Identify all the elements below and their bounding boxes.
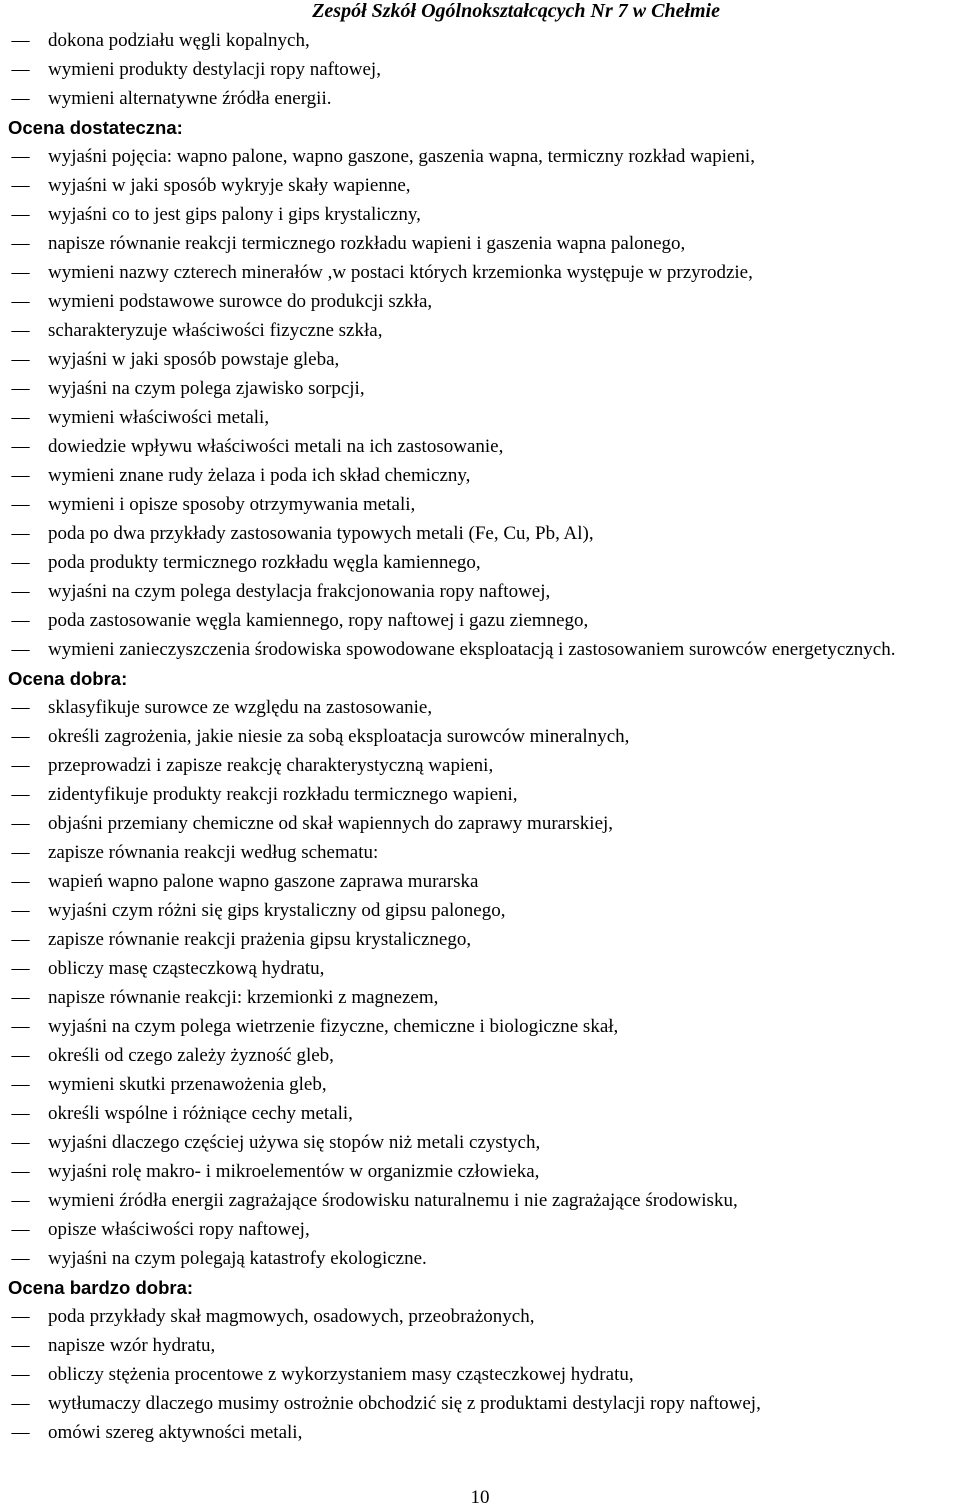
dash-bullet-icon xyxy=(8,606,32,635)
dash-bullet-icon xyxy=(8,1041,32,1070)
list-item-text: wyjaśni rolę makro- i mikroelementów w organizmie człowieka, xyxy=(48,1161,540,1182)
list-item xyxy=(8,229,953,258)
list-item-text: dokona podziału węgli kopalnych, xyxy=(48,30,310,51)
list-item xyxy=(8,1302,953,1331)
list-item-text: objaśni przemiany chemiczne od skał wapiennych do zaprawy murarskiej, xyxy=(48,813,614,834)
list-item xyxy=(8,1186,953,1215)
dash-bullet-icon xyxy=(8,693,32,722)
criteria-list xyxy=(8,142,953,664)
dash-bullet-icon xyxy=(8,1157,32,1186)
list-item-text: zapisze równania reakcji według schematu: xyxy=(48,842,379,863)
dash-bullet-icon xyxy=(8,1128,32,1157)
list-item xyxy=(8,1418,953,1447)
dash-bullet-icon xyxy=(8,1302,32,1331)
dash-bullet-icon xyxy=(8,258,32,287)
list-item xyxy=(8,693,953,722)
list-item xyxy=(8,751,953,780)
dash-bullet-icon xyxy=(8,983,32,1012)
list-item-text: wyjaśni na czym polega wietrzenie fizyczne, chemiczne i biologiczne skał, xyxy=(48,1016,619,1037)
dash-bullet-icon xyxy=(8,287,32,316)
dash-bullet-icon xyxy=(8,229,32,258)
list-item-text: napisze równanie reakcji termicznego rozkładu wapieni i gaszenia wapna palonego, xyxy=(48,233,686,254)
list-item xyxy=(8,867,953,896)
dash-bullet-icon xyxy=(8,1215,32,1244)
dash-bullet-icon xyxy=(8,490,32,519)
dash-bullet-icon xyxy=(8,954,32,983)
dash-bullet-icon xyxy=(8,316,32,345)
dash-bullet-icon xyxy=(8,374,32,403)
list-item-text: wyjaśni na czym polegają katastrofy ekologiczne. xyxy=(48,1248,427,1269)
dash-bullet-icon xyxy=(8,867,32,896)
list-item-text: napisze równanie reakcji: krzemionki z magnezem, xyxy=(48,987,439,1008)
list-item xyxy=(8,403,953,432)
list-item xyxy=(8,1041,953,1070)
dash-bullet-icon xyxy=(8,838,32,867)
dash-bullet-icon xyxy=(8,1360,32,1389)
dash-bullet-icon xyxy=(8,577,32,606)
list-item-text: obliczy stężenia procentowe z wykorzystaniem masy cząsteczkowej hydratu, xyxy=(48,1364,634,1385)
dash-bullet-icon xyxy=(8,171,32,200)
dash-bullet-icon xyxy=(8,925,32,954)
dash-bullet-icon xyxy=(8,722,32,751)
list-item-text: wytłumaczy dlaczego musimy ostrożnie obchodzić się z produktami destylacji ropy naftowej, xyxy=(48,1393,761,1414)
list-item-text: wymieni podstawowe surowce do produkcji szkła, xyxy=(48,291,433,312)
list-item-text: wymieni znane rudy żelaza i poda ich skład chemiczny, xyxy=(48,465,471,486)
dash-bullet-icon xyxy=(8,635,32,664)
document-body xyxy=(8,26,953,1447)
list-item xyxy=(8,780,953,809)
criteria-list xyxy=(8,693,953,1273)
list-item xyxy=(8,461,953,490)
list-item-text: wymieni właściwości metali, xyxy=(48,407,270,428)
list-item-text: wymieni produkty destylacji ropy naftowej, xyxy=(48,59,381,80)
list-item xyxy=(8,142,953,171)
dash-bullet-icon xyxy=(8,1012,32,1041)
criteria-list xyxy=(8,1302,953,1447)
dash-bullet-icon xyxy=(8,780,32,809)
list-item xyxy=(8,1128,953,1157)
list-item xyxy=(8,548,953,577)
list-item-text: poda produkty termicznego rozkładu węgla kamiennego, xyxy=(48,552,481,573)
section-heading: Ocena bardzo dobra: xyxy=(8,1277,194,1298)
criteria-section xyxy=(8,664,953,1273)
list-item-text: wymieni zanieczyszczenia środowiska spowodowane eksploatacją i zastosowaniem surowców energetycznych. xyxy=(48,639,896,660)
criteria-section xyxy=(8,26,953,113)
dash-bullet-icon xyxy=(8,200,32,229)
list-item-text: określi zagrożenia, jakie niesie za sobą eksploatacja surowców mineralnych, xyxy=(48,726,630,747)
dash-bullet-icon xyxy=(8,432,32,461)
dash-bullet-icon xyxy=(8,809,32,838)
list-item xyxy=(8,1244,953,1273)
list-item-text: wymieni nazwy czterech minerałów ,w postaci których krzemionka występuje w przyrodzie, xyxy=(48,262,753,283)
dash-bullet-icon xyxy=(8,345,32,374)
list-item-text: wyjaśni na czym polega zjawisko sorpcji, xyxy=(48,378,365,399)
list-item xyxy=(8,925,953,954)
list-item xyxy=(8,316,953,345)
list-item-text: poda zastosowanie węgla kamiennego, ropy naftowej i gazu ziemnego, xyxy=(48,610,589,631)
list-item-text: przeprowadzi i zapisze reakcję charakterystyczną wapieni, xyxy=(48,755,494,776)
list-item xyxy=(8,287,953,316)
list-item xyxy=(8,1215,953,1244)
page-header-title: Zespół Szkół Ogólnokształcących Nr 7 w Chełmie xyxy=(312,0,720,22)
dash-bullet-icon xyxy=(8,142,32,171)
page-number: 10 xyxy=(470,1487,490,1508)
dash-bullet-icon xyxy=(8,1070,32,1099)
list-item xyxy=(8,490,953,519)
dash-bullet-icon xyxy=(8,1418,32,1447)
list-item xyxy=(8,606,953,635)
list-item xyxy=(8,200,953,229)
list-item xyxy=(8,1360,953,1389)
list-item-text: opisze właściwości ropy naftowej, xyxy=(48,1219,310,1240)
list-item-text: wyjaśni w jaki sposób powstaje gleba, xyxy=(48,349,340,370)
list-item-text: scharakteryzuje właściwości fizyczne szkła, xyxy=(48,320,383,341)
list-item-text: sklasyfikuje surowce ze względu na zastosowanie, xyxy=(48,697,433,718)
list-item-text: określi wspólne i różniące cechy metali, xyxy=(48,1103,353,1124)
list-item xyxy=(8,1012,953,1041)
list-item xyxy=(8,838,953,867)
criteria-section xyxy=(8,113,953,664)
list-item-text: wyjaśni dlaczego częściej używa się stopów niż metali czystych, xyxy=(48,1132,541,1153)
list-item-text: wymieni i opisze sposoby otrzymywania metali, xyxy=(48,494,416,515)
section-heading: Ocena dobra: xyxy=(8,668,128,689)
list-item xyxy=(8,1331,953,1360)
list-item xyxy=(8,577,953,606)
dash-bullet-icon xyxy=(8,26,32,55)
list-item-text: wyjaśni na czym polega destylacja frakcjonowania ropy naftowej, xyxy=(48,581,551,602)
list-item-text: zidentyfikuje produkty reakcji rozkładu termicznego wapieni, xyxy=(48,784,518,805)
list-item xyxy=(8,55,953,84)
list-item xyxy=(8,1070,953,1099)
dash-bullet-icon xyxy=(8,1186,32,1215)
dash-bullet-icon xyxy=(8,519,32,548)
dash-bullet-icon xyxy=(8,896,32,925)
list-item xyxy=(8,1389,953,1418)
list-item xyxy=(8,84,953,113)
list-item xyxy=(8,432,953,461)
list-item xyxy=(8,345,953,374)
list-item-text: wyjaśni co to jest gips palony i gips krystaliczny, xyxy=(48,204,421,225)
dash-bullet-icon xyxy=(8,548,32,577)
list-item xyxy=(8,983,953,1012)
list-item xyxy=(8,1157,953,1186)
list-item-text: wapień wapno palone wapno gaszone zaprawa murarska xyxy=(48,871,479,892)
list-item xyxy=(8,519,953,548)
list-item xyxy=(8,1099,953,1128)
criteria-list xyxy=(8,26,953,113)
list-item xyxy=(8,26,953,55)
dash-bullet-icon xyxy=(8,84,32,113)
list-item-text: wymieni skutki przenawożenia gleb, xyxy=(48,1074,327,1095)
dash-bullet-icon xyxy=(8,55,32,84)
list-item-text: wymieni źródła energii zagrażające środowisku naturalnemu i nie zagrażające środowisku, xyxy=(48,1190,738,1211)
list-item xyxy=(8,722,953,751)
list-item-text: wyjaśni w jaki sposób wykryje skały wapienne, xyxy=(48,175,411,196)
list-item xyxy=(8,896,953,925)
dash-bullet-icon xyxy=(8,751,32,780)
list-item-text: dowiedzie wpływu właściwości metali na ich zastosowanie, xyxy=(48,436,504,457)
dash-bullet-icon xyxy=(8,403,32,432)
criteria-section xyxy=(8,1273,953,1447)
list-item xyxy=(8,954,953,983)
list-item-text: poda po dwa przykłady zastosowania typowych metali (Fe, Cu, Pb, Al), xyxy=(48,523,594,544)
list-item xyxy=(8,809,953,838)
dash-bullet-icon xyxy=(8,1389,32,1418)
list-item-text: obliczy masę cząsteczkową hydratu, xyxy=(48,958,325,979)
list-item-text: omówi szereg aktywności metali, xyxy=(48,1422,303,1443)
list-item-text: napisze wzór hydratu, xyxy=(48,1335,216,1356)
dash-bullet-icon xyxy=(8,461,32,490)
list-item xyxy=(8,171,953,200)
list-item xyxy=(8,258,953,287)
dash-bullet-icon xyxy=(8,1244,32,1273)
dash-bullet-icon xyxy=(8,1099,32,1128)
list-item-text: wymieni alternatywne źródła energii. xyxy=(48,88,332,109)
list-item xyxy=(8,374,953,403)
list-item-text: wyjaśni pojęcia: wapno palone, wapno gaszone, gaszenia wapna, termiczny rozkład wapieni, xyxy=(48,146,755,167)
dash-bullet-icon xyxy=(8,1331,32,1360)
list-item-text: wyjaśni czym różni się gips krystaliczny od gipsu palonego, xyxy=(48,900,506,921)
list-item-text: poda przykłady skał magmowych, osadowych, przeobrażonych, xyxy=(48,1306,535,1327)
list-item-text: zapisze równanie reakcji prażenia gipsu krystalicznego, xyxy=(48,929,472,950)
list-item-text: określi od czego zależy żyzność gleb, xyxy=(48,1045,334,1066)
list-item xyxy=(8,635,953,664)
section-heading: Ocena dostateczna: xyxy=(8,117,183,138)
